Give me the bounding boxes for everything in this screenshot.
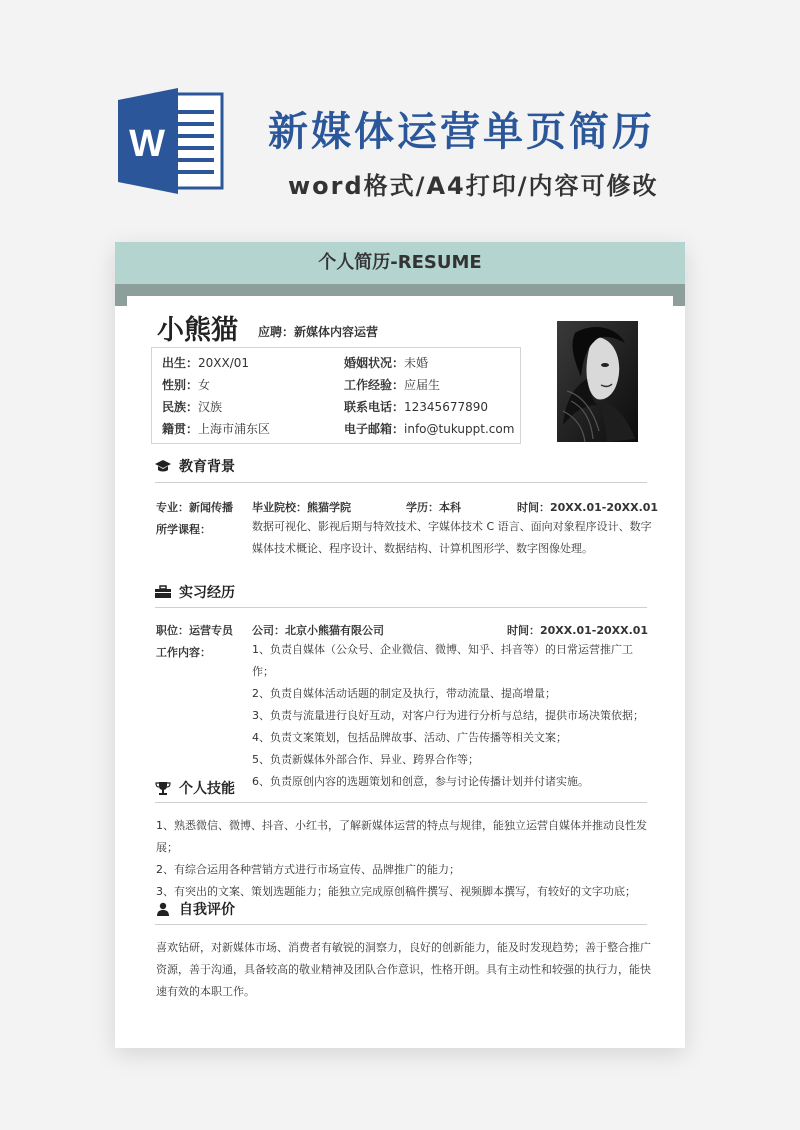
apply-value: 新媒体内容运营: [294, 325, 379, 339]
skills-list: [156, 815, 656, 903]
intern-time: 时间：20XX.01-20XX.01: [507, 624, 649, 637]
self-eval-text: 喜欢钻研，对新媒体市场、消费者有敏锐的洞察力，良好的创新能力，能及时发现趋势；善于整合推广 资源，善于沟通，具备较高的敬业精神及团队合作意识，性格开朗。具有主动性和较强的执行力，能快 速有效的本职工作。: [156, 941, 651, 998]
resume-body: [127, 296, 673, 1042]
edu-time: 时间：20XX.01-20XX.01: [517, 501, 659, 514]
info-email[interactable]: 电子邮箱：info@tukuppt.com: [344, 422, 515, 436]
edu-school: 毕业院校：熊猫学院: [252, 501, 351, 514]
banner-title: 新媒体运营单页简历: [268, 109, 655, 155]
candidate-name: 小熊猫: [157, 315, 238, 346]
intern-content-label: 工作内容：: [156, 646, 211, 659]
list-item: 1、熟悉微信、微博、抖音、小红书，了解新媒体运营的特点与规律，能独立运营自媒体并推动良性发展；: [156, 819, 647, 854]
skills-section-title: 个人技能: [155, 778, 235, 798]
intern-content-list: [252, 639, 652, 793]
resume-sheet: [115, 242, 685, 1048]
apply-label: 应聘：: [258, 325, 295, 339]
education-section-title: 教育背景: [155, 456, 235, 476]
info-marital: 婚姻状况：未婚: [344, 356, 429, 370]
internship-section-title: 实习经历: [155, 582, 235, 602]
info-hometown: 籍贯：上海市浦东区: [162, 422, 271, 436]
list-item: 5、负责新媒体外部合作、异业、跨界合作等；: [252, 753, 479, 766]
internship-divider: [155, 607, 647, 608]
banner-subtitle: word格式/A4打印/内容可修改: [288, 172, 659, 200]
intern-position: 职位：运营专员: [156, 624, 233, 637]
intern-company: 公司：北京小熊猫有限公司: [252, 624, 384, 637]
word-document-icon: [118, 88, 226, 194]
graduation-cap-icon: [155, 459, 171, 473]
person-icon: [155, 902, 171, 916]
profile-photo: [557, 321, 638, 442]
info-gender: 性别：女: [162, 378, 211, 392]
apply-position: [258, 323, 378, 340]
edu-courses: 数据可视化、影视后期与特效技术、字媒体技术 C 语言、面向对象程序设计、数字 媒体技术概论、程序设计、数据结构、计算机图形学、数字图像处理。: [252, 520, 652, 555]
list-item: 2、负责自媒体活动话题的制定及执行，带动流量、提高增量；: [252, 687, 556, 700]
list-item: 6、负责原创内容的选题策划和创意，参与讨论传播计划并付诸实施。: [252, 775, 589, 788]
trophy-icon: [155, 781, 171, 795]
self-eval-section-title: 自我评价: [155, 899, 235, 919]
info-phone: 联系电话：12345677890: [344, 400, 488, 414]
info-experience: 工作经验：应届生: [344, 378, 441, 392]
list-item: 3、有突出的文案、策划选题能力；能独立完成原创稿件撰写、视频脚本撰写，有较好的文字功底；: [156, 885, 636, 898]
edu-degree: 学历：本科: [406, 501, 461, 514]
skills-divider: [155, 802, 647, 803]
list-item: 1、负责自媒体（公众号、企业微信、微博、知乎、抖音等）的日常运营推广工作；: [252, 643, 633, 678]
self-eval-divider: [155, 924, 647, 925]
edu-major: 专业：新闻传播: [156, 501, 233, 514]
list-item: 3、负责与流量进行良好互动，对客户行为进行分析与总结，提供市场决策依据；: [252, 709, 644, 722]
info-ethnicity: 民族：汉族: [162, 400, 223, 414]
resume-header: 个人简历-RESUME: [115, 242, 685, 284]
education-divider: [155, 482, 647, 483]
banner: [0, 0, 800, 240]
basic-info-box: [151, 347, 521, 444]
list-item: 2、有综合运用各种营销方式进行市场宣传、品牌推广的能力；: [156, 863, 460, 876]
edu-courses-label: 所学课程：: [156, 523, 211, 536]
info-birth: 出生：20XX/01: [162, 356, 250, 370]
list-item: 4、负责文案策划，包括品牌故事、活动、广告传播等相关文案；: [252, 731, 567, 744]
briefcase-icon: [155, 585, 171, 599]
word-logo-letter: W: [129, 123, 165, 165]
